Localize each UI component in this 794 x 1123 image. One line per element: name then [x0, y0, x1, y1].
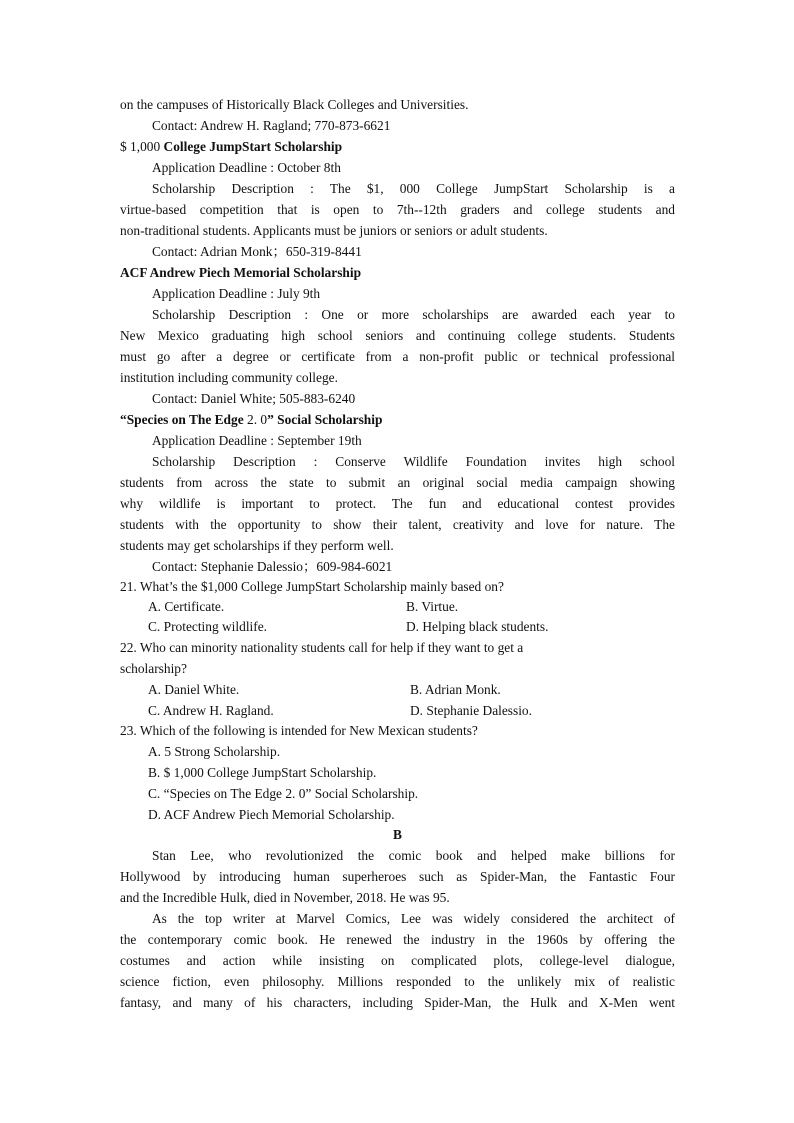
description-line: students from across the state to submit an original social media campaign showing — [120, 475, 675, 490]
description-line: New Mexico graduating high school seniors and continuing college students. Students — [120, 328, 675, 343]
option-c: C. Protecting wildlife. — [148, 619, 268, 634]
scholarship-amount: $ 1,000 — [120, 139, 161, 154]
deadline-line: Application Deadline : July 9th — [152, 286, 321, 301]
description-line: Scholarship Description : Conserve Wildlife Foundation invites high school — [152, 454, 675, 469]
option-d: D. Helping black students. — [406, 619, 549, 634]
option-b: B. Virtue. — [406, 599, 459, 614]
question-22: 22. Who can minority nationality students call for help if they want to get a — [120, 640, 524, 655]
description-line: students may get scholarships if they perform well. — [120, 538, 394, 553]
section-heading: B — [393, 827, 402, 842]
contact-line: Contact: Daniel White; 505-883-6240 — [152, 391, 356, 406]
option-a: A. 5 Strong Scholarship. — [148, 744, 281, 759]
option-d: D. ACF Andrew Piech Memorial Scholarship. — [148, 807, 395, 822]
description-line: Scholarship Description : One or more scholarships are awarded each year to — [152, 307, 675, 322]
option-d: D. Stephanie Dalessio. — [410, 703, 532, 718]
option-a: A. Daniel White. — [148, 682, 240, 697]
scholarship-name: College JumpStart Scholarship — [163, 139, 343, 154]
scholarship-version: 2. 0 — [247, 412, 268, 427]
scholarship-title — [120, 410, 675, 430]
description-line: why wildlife is important to protect. The fun and educational contest provides — [120, 496, 675, 511]
contact-line: Contact: Andrew H. Ragland; 770-873-6621 — [152, 118, 391, 133]
description-line: institution including community college. — [120, 370, 338, 385]
option-a: A. Certificate. — [148, 599, 225, 614]
scholarship-title: ACF Andrew Piech Memorial Scholarship — [120, 265, 362, 280]
option-b: B. $ 1,000 College JumpStart Scholarship. — [148, 765, 377, 780]
option-c: C. “Species on The Edge 2. 0” Social Scholarship. — [148, 786, 419, 801]
paragraph-line: science fiction, even philosophy. Millions responded to the unlikely mix of realistic — [120, 974, 675, 989]
deadline-line: Application Deadline : September 19th — [152, 433, 362, 448]
text-line: on the campuses of Historically Black Colleges and Universities. — [120, 97, 469, 112]
question-22-continued: scholarship? — [120, 661, 187, 676]
question-23: 23. Which of the following is intended for New Mexican students? — [120, 723, 478, 738]
description-line: non-traditional students. Applicants must be juniors or seniors or adult students. — [120, 223, 548, 238]
paragraph-line: Stan Lee, who revolutionized the comic book and helped make billions for — [152, 848, 675, 863]
description-line: Scholarship Description : The $1, 000 College JumpStart Scholarship is a — [152, 181, 675, 196]
scholarship-title — [120, 137, 675, 157]
paragraph-line: costumes and action while insisting on complicated plots, college-level dialogue, — [120, 953, 675, 968]
description-line: must go after a degree or certificate from a non-profit public or technical professional — [120, 349, 675, 364]
paragraph-line: Hollywood by introducing human superheroes such as Spider-Man, the Fantastic Four — [120, 869, 675, 884]
paragraph-line: fantasy, and many of his characters, including Spider-Man, the Hulk and X-Men went — [120, 995, 675, 1010]
contact-line: Contact: Stephanie Dalessio；609-984-6021 — [152, 559, 393, 574]
deadline-line: Application Deadline : October 8th — [152, 160, 341, 175]
option-b: B. Adrian Monk. — [410, 682, 501, 697]
description-line: virtue-based competition that is open to 7th--12th graders and college students and — [120, 202, 675, 217]
paragraph-line: the contemporary comic book. He renewed the industry in the 1960s by offering the — [120, 932, 675, 947]
scholarship-name-part: ” Social Scholarship — [267, 412, 383, 427]
contact-line: Contact: Adrian Monk；650-319-8441 — [152, 244, 362, 259]
option-c: C. Andrew H. Ragland. — [148, 703, 274, 718]
description-line: students with the opportunity to show their talent, creativity and love for nature. The — [120, 517, 675, 532]
question-21: 21. What’s the $1,000 College JumpStart Scholarship mainly based on? — [120, 579, 504, 594]
paragraph-line: As the top writer at Marvel Comics, Lee was widely considered the architect of — [152, 911, 675, 926]
paragraph-line: and the Incredible Hulk, died in November, 2018. He was 95. — [120, 890, 450, 905]
scholarship-name-part: “Species on The Edge — [120, 412, 244, 427]
